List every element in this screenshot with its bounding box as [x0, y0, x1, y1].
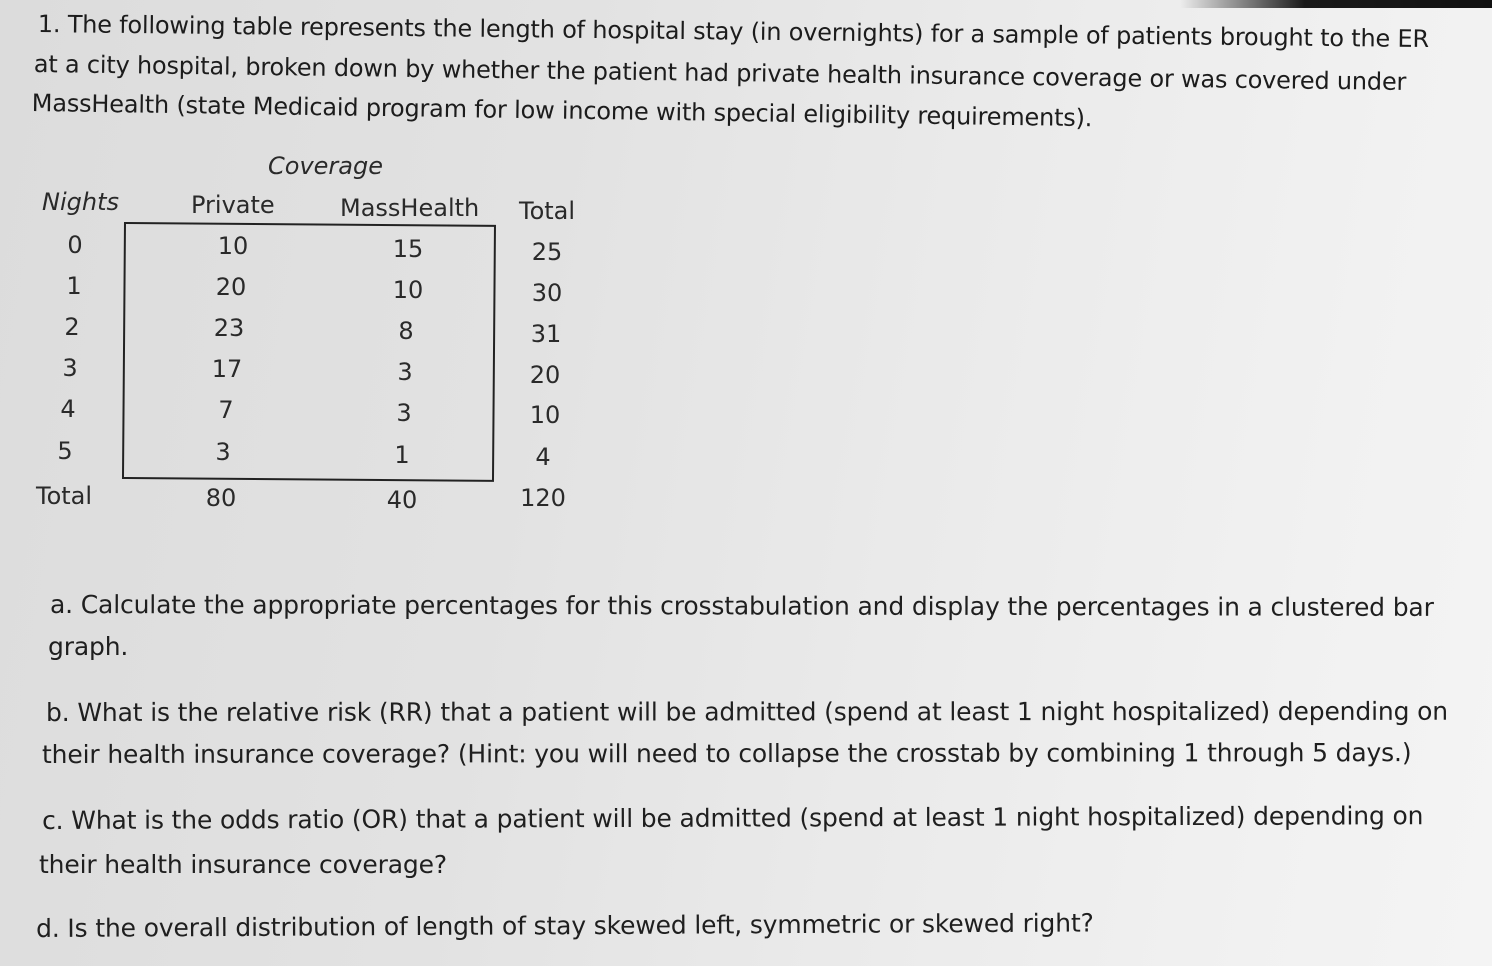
nights-header: Nights [42, 188, 119, 216]
nights-cell: 1 [66, 272, 82, 300]
total-cell: 25 [531, 238, 563, 266]
coverage-header: Coverage [268, 152, 383, 180]
grand-total-cell: 120 [520, 484, 566, 512]
masshealth-cell: 8 [398, 317, 414, 345]
private-cell: 17 [211, 355, 243, 383]
total-cell: 10 [529, 401, 561, 429]
total-row-label: Total [36, 482, 93, 510]
question-b-line: b. What is the relative risk (RR) that a patient will be admitted (spend at least 1 night hospitalized) depending on [46, 696, 1448, 727]
nights-cell: 3 [62, 354, 78, 382]
private-cell: 7 [218, 396, 234, 424]
total-cell: 20 [529, 361, 561, 389]
problem-line: 1. The following table represents the length of hospital stay (in overnights) for a sample of patients brought to the ER [37, 10, 1430, 54]
nights-cell: 5 [57, 437, 73, 465]
private-cell: 23 [213, 314, 245, 342]
masshealth-cell: 15 [392, 235, 424, 263]
column-header-total: Total [519, 197, 576, 225]
total-cell: 31 [530, 320, 562, 348]
question-b-line: their health insurance coverage? (Hint: you will need to collapse the crosstab by combining 1 through 5 days.) [42, 738, 1412, 769]
masshealth-cell: 3 [396, 399, 412, 427]
question-c-line: c. What is the odds ratio (OR) that a patient will be admitted (spend at least 1 night hospitalized) depending on [42, 801, 1424, 835]
private-total-cell: 80 [205, 484, 237, 512]
question-d-line: d. Is the overall distribution of length of stay skewed left, symmetric or skewed right? [36, 908, 1094, 943]
private-cell: 10 [217, 232, 249, 260]
question-a-line: a. Calculate the appropriate percentages for this crosstabulation and display the percentages in a clustered bar [49, 590, 1434, 622]
total-cell: 30 [531, 279, 563, 307]
column-header-private: Private [191, 191, 275, 219]
masshealth-total-cell: 40 [386, 486, 418, 514]
question-a-line: graph. [48, 632, 129, 661]
nights-cell: 0 [67, 231, 83, 259]
page-edge-shadow [1180, 0, 1492, 8]
problem-line: at a city hospital, broken down by whether the patient had private health insurance coverage or was covered under [33, 50, 1407, 96]
masshealth-cell: 10 [392, 276, 424, 304]
problem-line: MassHealth (state Medicaid program for low income with special eligibility requirements). [31, 89, 1093, 133]
nights-cell: 4 [60, 395, 76, 423]
private-cell: 20 [215, 273, 247, 301]
total-cell: 4 [535, 443, 551, 471]
question-c-line: their health insurance coverage? [39, 850, 447, 879]
private-cell: 3 [215, 438, 231, 466]
masshealth-cell: 1 [394, 441, 410, 469]
column-header-masshealth: MassHealth [340, 194, 480, 222]
masshealth-cell: 3 [397, 358, 413, 386]
nights-cell: 2 [64, 313, 80, 341]
